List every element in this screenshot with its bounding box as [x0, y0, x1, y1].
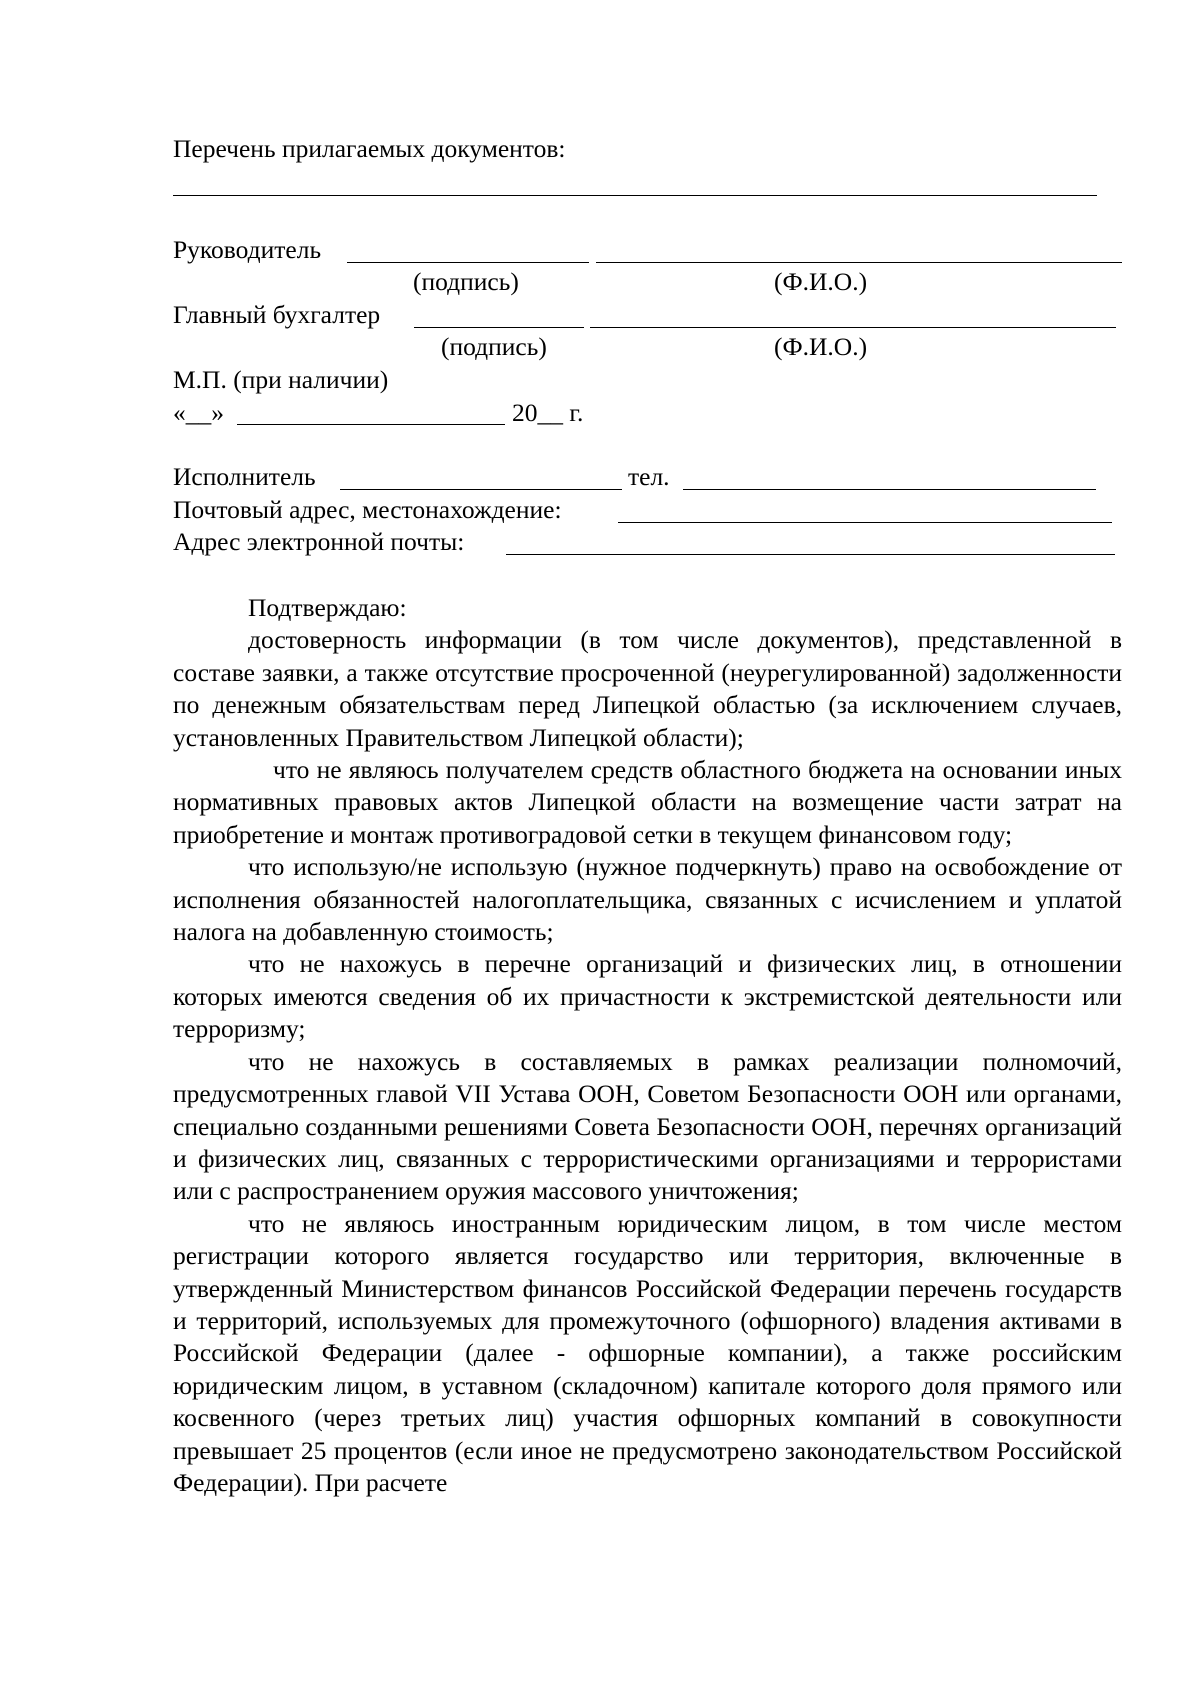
- head-name-caption: (Ф.И.О.): [774, 267, 868, 296]
- confirmation-paragraph: достоверность информации (в том числе документов), представленной в составе заявки, а также отсутствие просроченной (неурегулированной) задолженности по денежным обязательствам перед Липецкой областью (за исключением случаев, установленных Правительством Липецкой области);: [173, 625, 1122, 752]
- head-sign-caption: (подпись): [413, 267, 519, 296]
- confirmation-paragraph: что не являюсь получателем средств областного бюджета на основании иных нормативных правовых актов Липецкой области на возмещение части затрат на приобретение и монтаж противоградовой сетки в текущем финансовом году;: [173, 755, 1122, 849]
- chief-accountant-sign-caption: (подпись): [441, 332, 547, 361]
- email-label: Адрес электронной почты:: [173, 527, 465, 556]
- date-year: 20__ г.: [512, 398, 584, 427]
- confirmation-paragraph: что использую/не использую (нужное подчеркнуть) право на освобождение от исполнения обязанностей налогоплательщика, связанных с исчислением и уплатой налога на добавленную стоимость;: [173, 852, 1122, 947]
- head-name-line: [596, 262, 1122, 263]
- head-signature-line: [347, 262, 589, 263]
- confirmation-paragraph: что не нахожусь в составляемых в рамках реализации полномочий, предусмотренных главой VII Устава ООН, Советом Безопасности ООН или органами, специально созданными решениями Совета Безопасности ООН, перечнях организаций и физических лиц, связанных с террористическими организациями и террористами или с распространением оружия массового уничтожения;: [173, 1046, 1122, 1206]
- email-line: [506, 554, 1115, 555]
- chief-accountant-name-caption: (Ф.И.О.): [774, 332, 868, 361]
- chief-accountant-name-line: [590, 327, 1116, 328]
- date-month-line: [237, 424, 505, 425]
- date-quote: «__»: [173, 398, 224, 427]
- postal-label: Почтовый адрес, местонахождение:: [173, 495, 562, 524]
- executor-label: Исполнитель: [173, 462, 316, 491]
- chief-accountant-signature-line: [414, 327, 584, 328]
- confirmation-paragraph: что не являюсь иностранным юридическим лицом, в том числе местом регистрации которого является государство или территория, включенные в утвержденный Министерством финансов Российской Федерации перечень государств и территорий, используемых для промежуточного (офшорного) владения активами в Российской Федерации (далее - офшорные компании), а также российским юридическим лицом, в уставном (складочном) капитале которого доля прямого или косвенного (через третьих лиц) участия офшорных компаний в совокупности превышает 25 процентов (если иное не предусмотрено законодательством Российской Федерации). При расчете: [173, 1208, 1122, 1497]
- chief-accountant-label: Главный бухгалтер: [173, 300, 381, 329]
- executor-line: [340, 489, 622, 490]
- confirmation-paragraph: что не нахожусь в перечне организаций и физических лиц, в отношении которых имеются сведения об их причастности к экстремистской деятельности или терроризму;: [173, 949, 1122, 1044]
- confirmation-section: [173, 592, 1122, 1499]
- phone-label: тел.: [628, 462, 670, 491]
- stamp-label: М.П. (при наличии): [173, 365, 389, 394]
- attachments-label: Перечень прилагаемых документов:: [173, 134, 566, 163]
- phone-line: [683, 489, 1096, 490]
- head-label: Руководитель: [173, 235, 322, 264]
- attachments-line: [173, 195, 1097, 196]
- postal-line: [618, 522, 1112, 523]
- confirmation-heading: Подтверждаю:: [248, 593, 407, 622]
